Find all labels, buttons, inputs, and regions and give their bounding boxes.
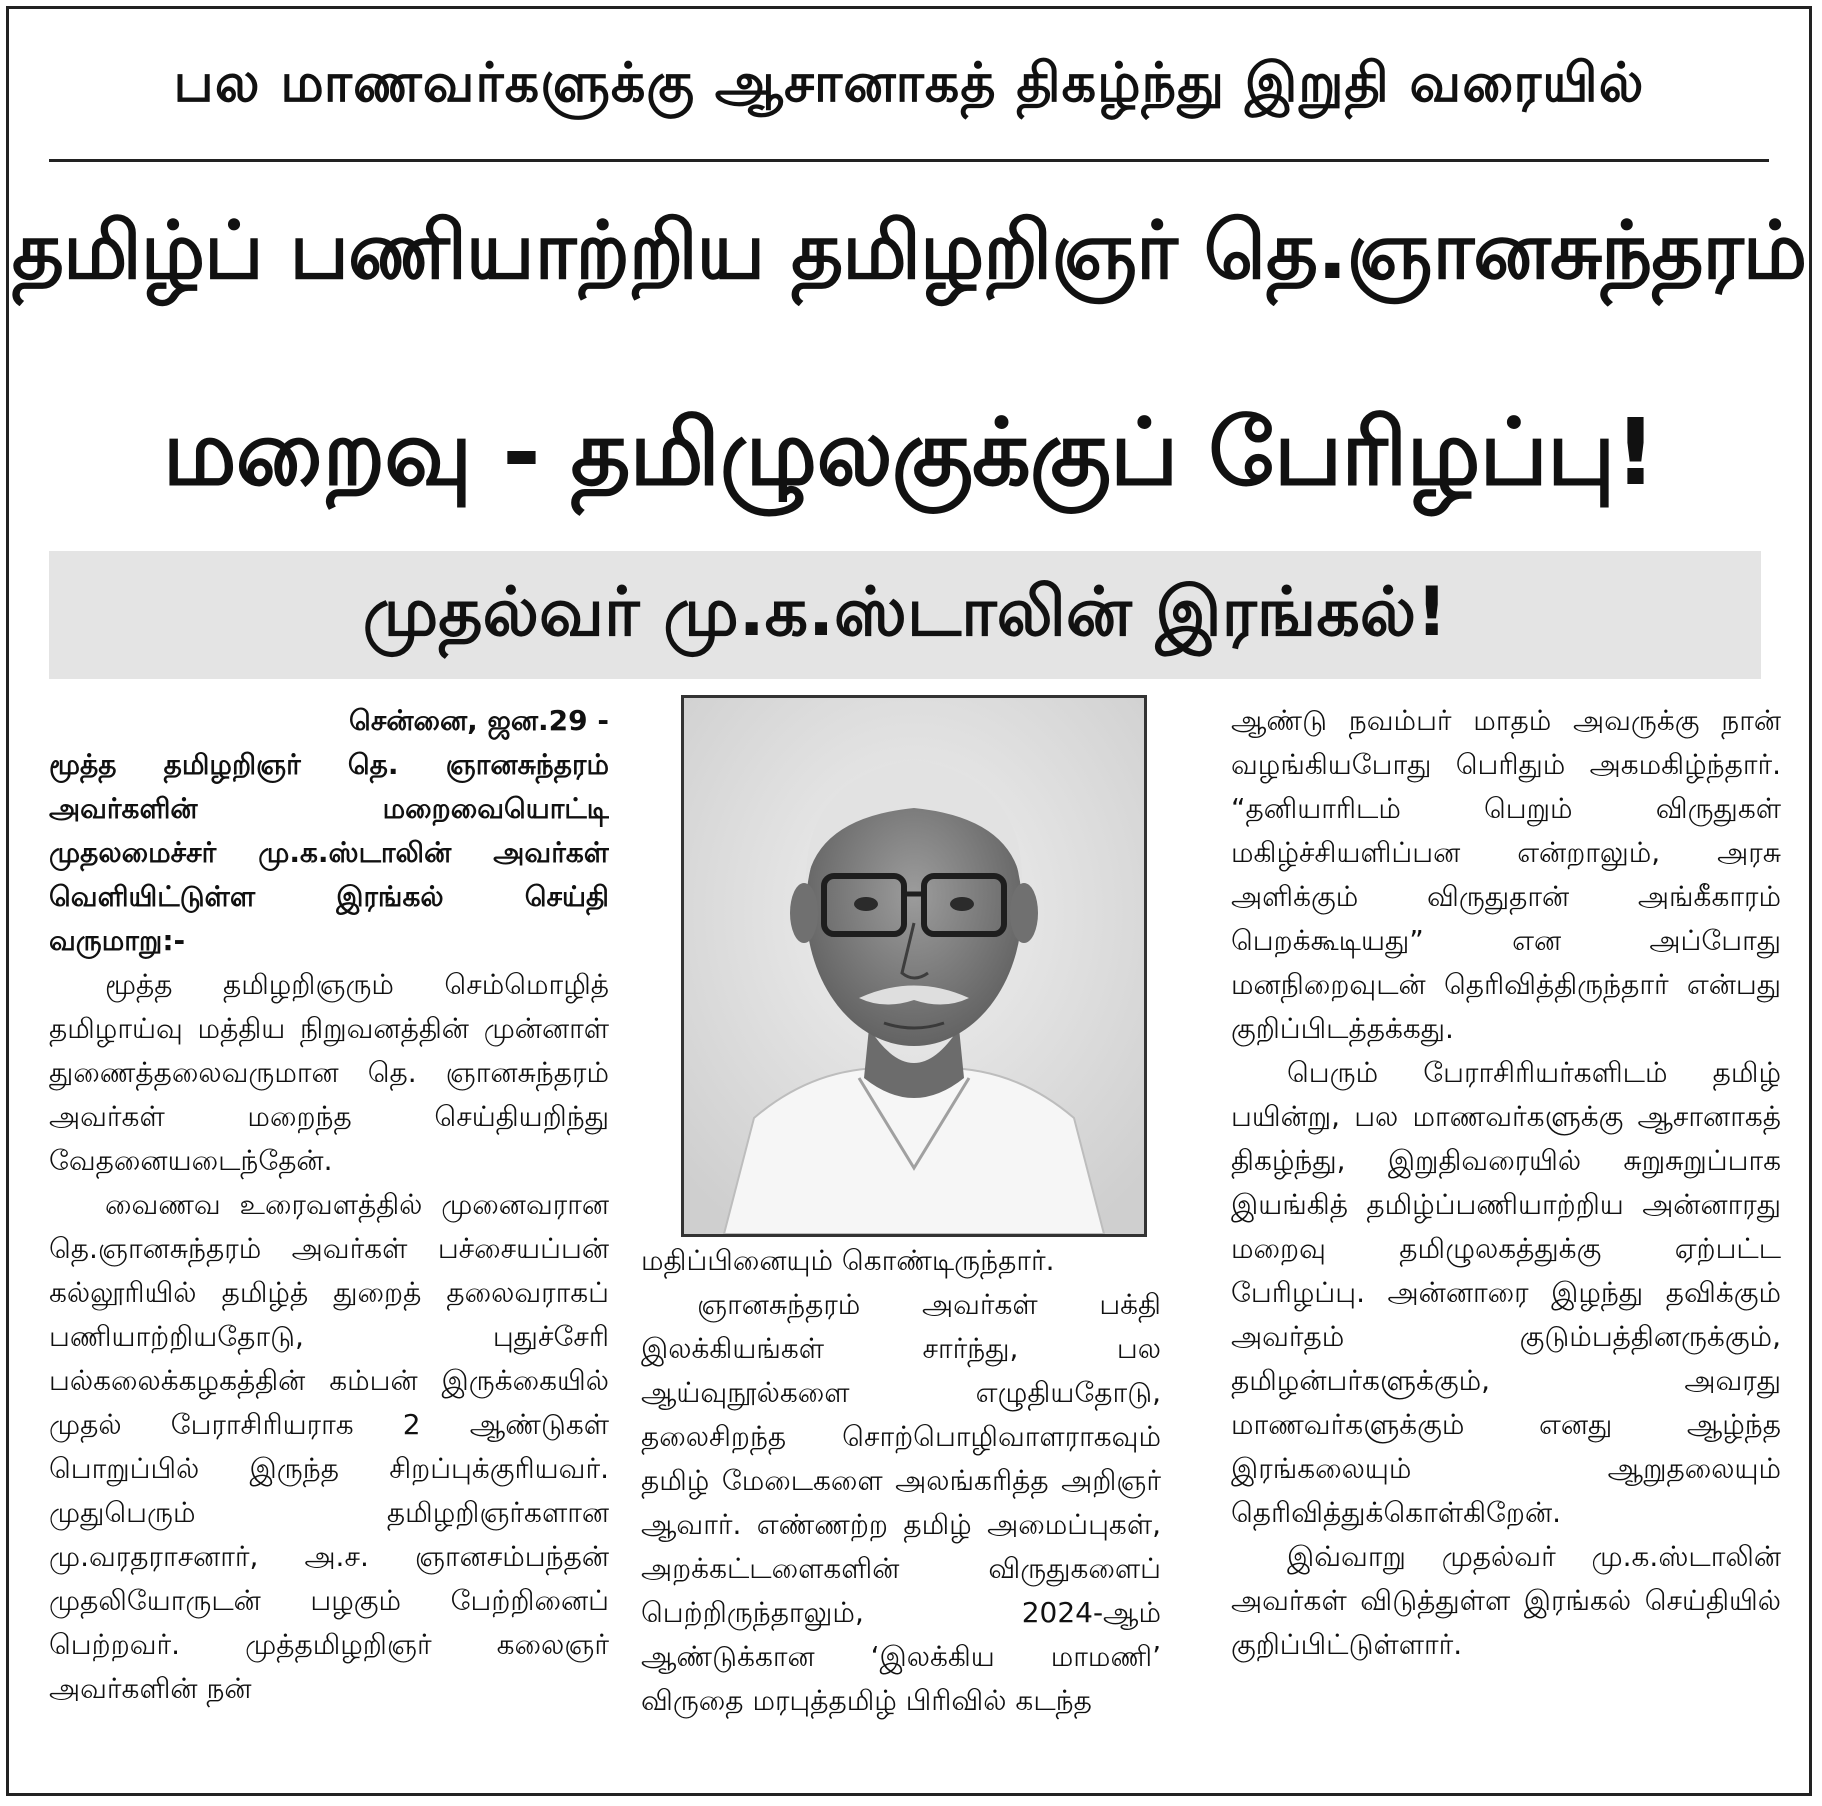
- dateline: சென்னை, ஜன.29 -: [349, 704, 609, 737]
- article-column-2: [641, 1239, 1161, 1723]
- newspaper-clipping: [6, 6, 1812, 1796]
- subheadline-band: [49, 551, 1761, 679]
- column-paragraph: ஆண்டு நவம்பர் மாதம் அவருக்கு நான் வழங்கியபோது பெரிதும் அகமகிழ்ந்தார். “தனியாரிடம் பெறும் விருதுகள் மகிழ்ச்சியளிப்பன என்றாலும், அரசு அளிக்கும் விருதுதான் அங்கீகாரம் பெறக்கூடியது” என அப்போது மனநிறைவுடன் தெரிவித்திருந்தார் என்பது குறிப்பிடத்தக்கது.: [1231, 704, 1781, 1045]
- headline-line-1: தமிழ்ப் பணியாற்றிய தமிழறிஞர் தெ.ஞானசுந்தரம்: [11, 204, 1807, 297]
- subheadline: முதல்வர் மு.க.ஸ்டாலின் இரங்கல்!: [362, 573, 1448, 652]
- portrait-photo: [681, 695, 1147, 1237]
- column-paragraph: ஞானசுந்தரம் அவர்கள் பக்தி இலக்கியங்கள் சார்ந்து, பல ஆய்வுநூல்களை எழுதியதோடு, தலைசிறந்த சொற்பொழிவாளராகவும் தமிழ் மேடைகளை அலங்கரித்த அறிஞர் ஆவார். எண்ணற்ற தமிழ் அமைப்புகள், அறக்கட்டளைகளின் விருதுகளைப் பெற்றிருந்தாலும், 2024-ஆம் ஆண்டுக்கான ‘இலக்கிய மாமணி’ விருதை மரபுத்தமிழ் பிரிவில் கடந்த: [641, 1288, 1161, 1717]
- divider-rule: [49, 159, 1769, 162]
- column-paragraph: பெரும் பேராசிரியர்களிடம் தமிழ் பயின்று, பல மாணவர்களுக்கு ஆசானாகத் திகழ்ந்து, இறுதிவரையில் சுறுசுறுப்பாக இயங்கித் தமிழ்ப்பணியாற்றிய அன்னாரது மறைவு தமிழுலகத்துக்கு ஏற்பட்ட பேரிழப்பு. அன்னாரை இழந்து தவிக்கும் அவர்தம் குடும்பத்தினருக்கும், தமிழன்பர்களுக்கும், அவரது மாணவர்களுக்கும் எனது ஆழ்ந்த இரங்கலையும் ஆறுதலையும் தெரிவித்துக்கொள்கிறேன்.: [1231, 1056, 1781, 1529]
- headline-line-2: மறைவு - தமிழுலகுக்குப் பேரிழப்பு!: [162, 399, 1656, 506]
- lead-paragraph: மூத்த தமிழறிஞர் தெ. ஞானசுந்தரம் அவர்களின் மறைவையொட்டி முதலமைச்சர் மு.க.ஸ்டாலின் அவர்கள் வெளியிட்டுள்ள இரங்கல் செய்தி வருமாறு:-: [49, 748, 609, 957]
- kicker-headline: பல மாணவர்களுக்கு ஆசானாகத் திகழ்ந்து இறுதி வரையில்: [173, 51, 1645, 114]
- column-paragraph: வைணவ உரைவளத்தில் முனைவரான தெ.ஞானசுந்தரம் அவர்கள் பச்சையப்பன் கல்லூரியில் தமிழ்த் துறைத் தலைவராகப் பணியாற்றியதோடு, புதுச்சேரி பல்கலைக்கழகத்தின் கம்பன் இருக்கையில் முதல் பேராசிரியராக 2 ஆண்டுகள் பொறுப்பில் இருந்த சிறப்புக்குரியவர். முதுபெரும் தமிழறிஞர்களான மு.வரதராசனார், அ.ச. ஞானசம்பந்தன் முதலியோருடன் பழகும் பேற்றினைப் பெற்றவர். முத்தமிழறிஞர் கலைஞர் அவர்களின் நன்: [49, 1188, 609, 1705]
- column-paragraph: மூத்த தமிழறிஞரும் செம்மொழித் தமிழாய்வு மத்திய நிறுவனத்தின் முன்னாள் துணைத்தலைவருமான தெ. ஞானசுந்தரம் அவர்கள் மறைந்த செய்தியறிந்து வேதனையடைந்தேன்.: [49, 968, 609, 1177]
- article-column-3: [1231, 699, 1781, 1667]
- article-column-1: [49, 699, 609, 1711]
- column-paragraph: இவ்வாறு முதல்வர் மு.க.ஸ்டாலின் அவர்கள் விடுத்துள்ள இரங்கல் செய்தியில் குறிப்பிட்டுள்ளார்.: [1231, 1540, 1781, 1661]
- column-paragraph: மதிப்பினையும் கொண்டிருந்தார்.: [641, 1244, 1055, 1277]
